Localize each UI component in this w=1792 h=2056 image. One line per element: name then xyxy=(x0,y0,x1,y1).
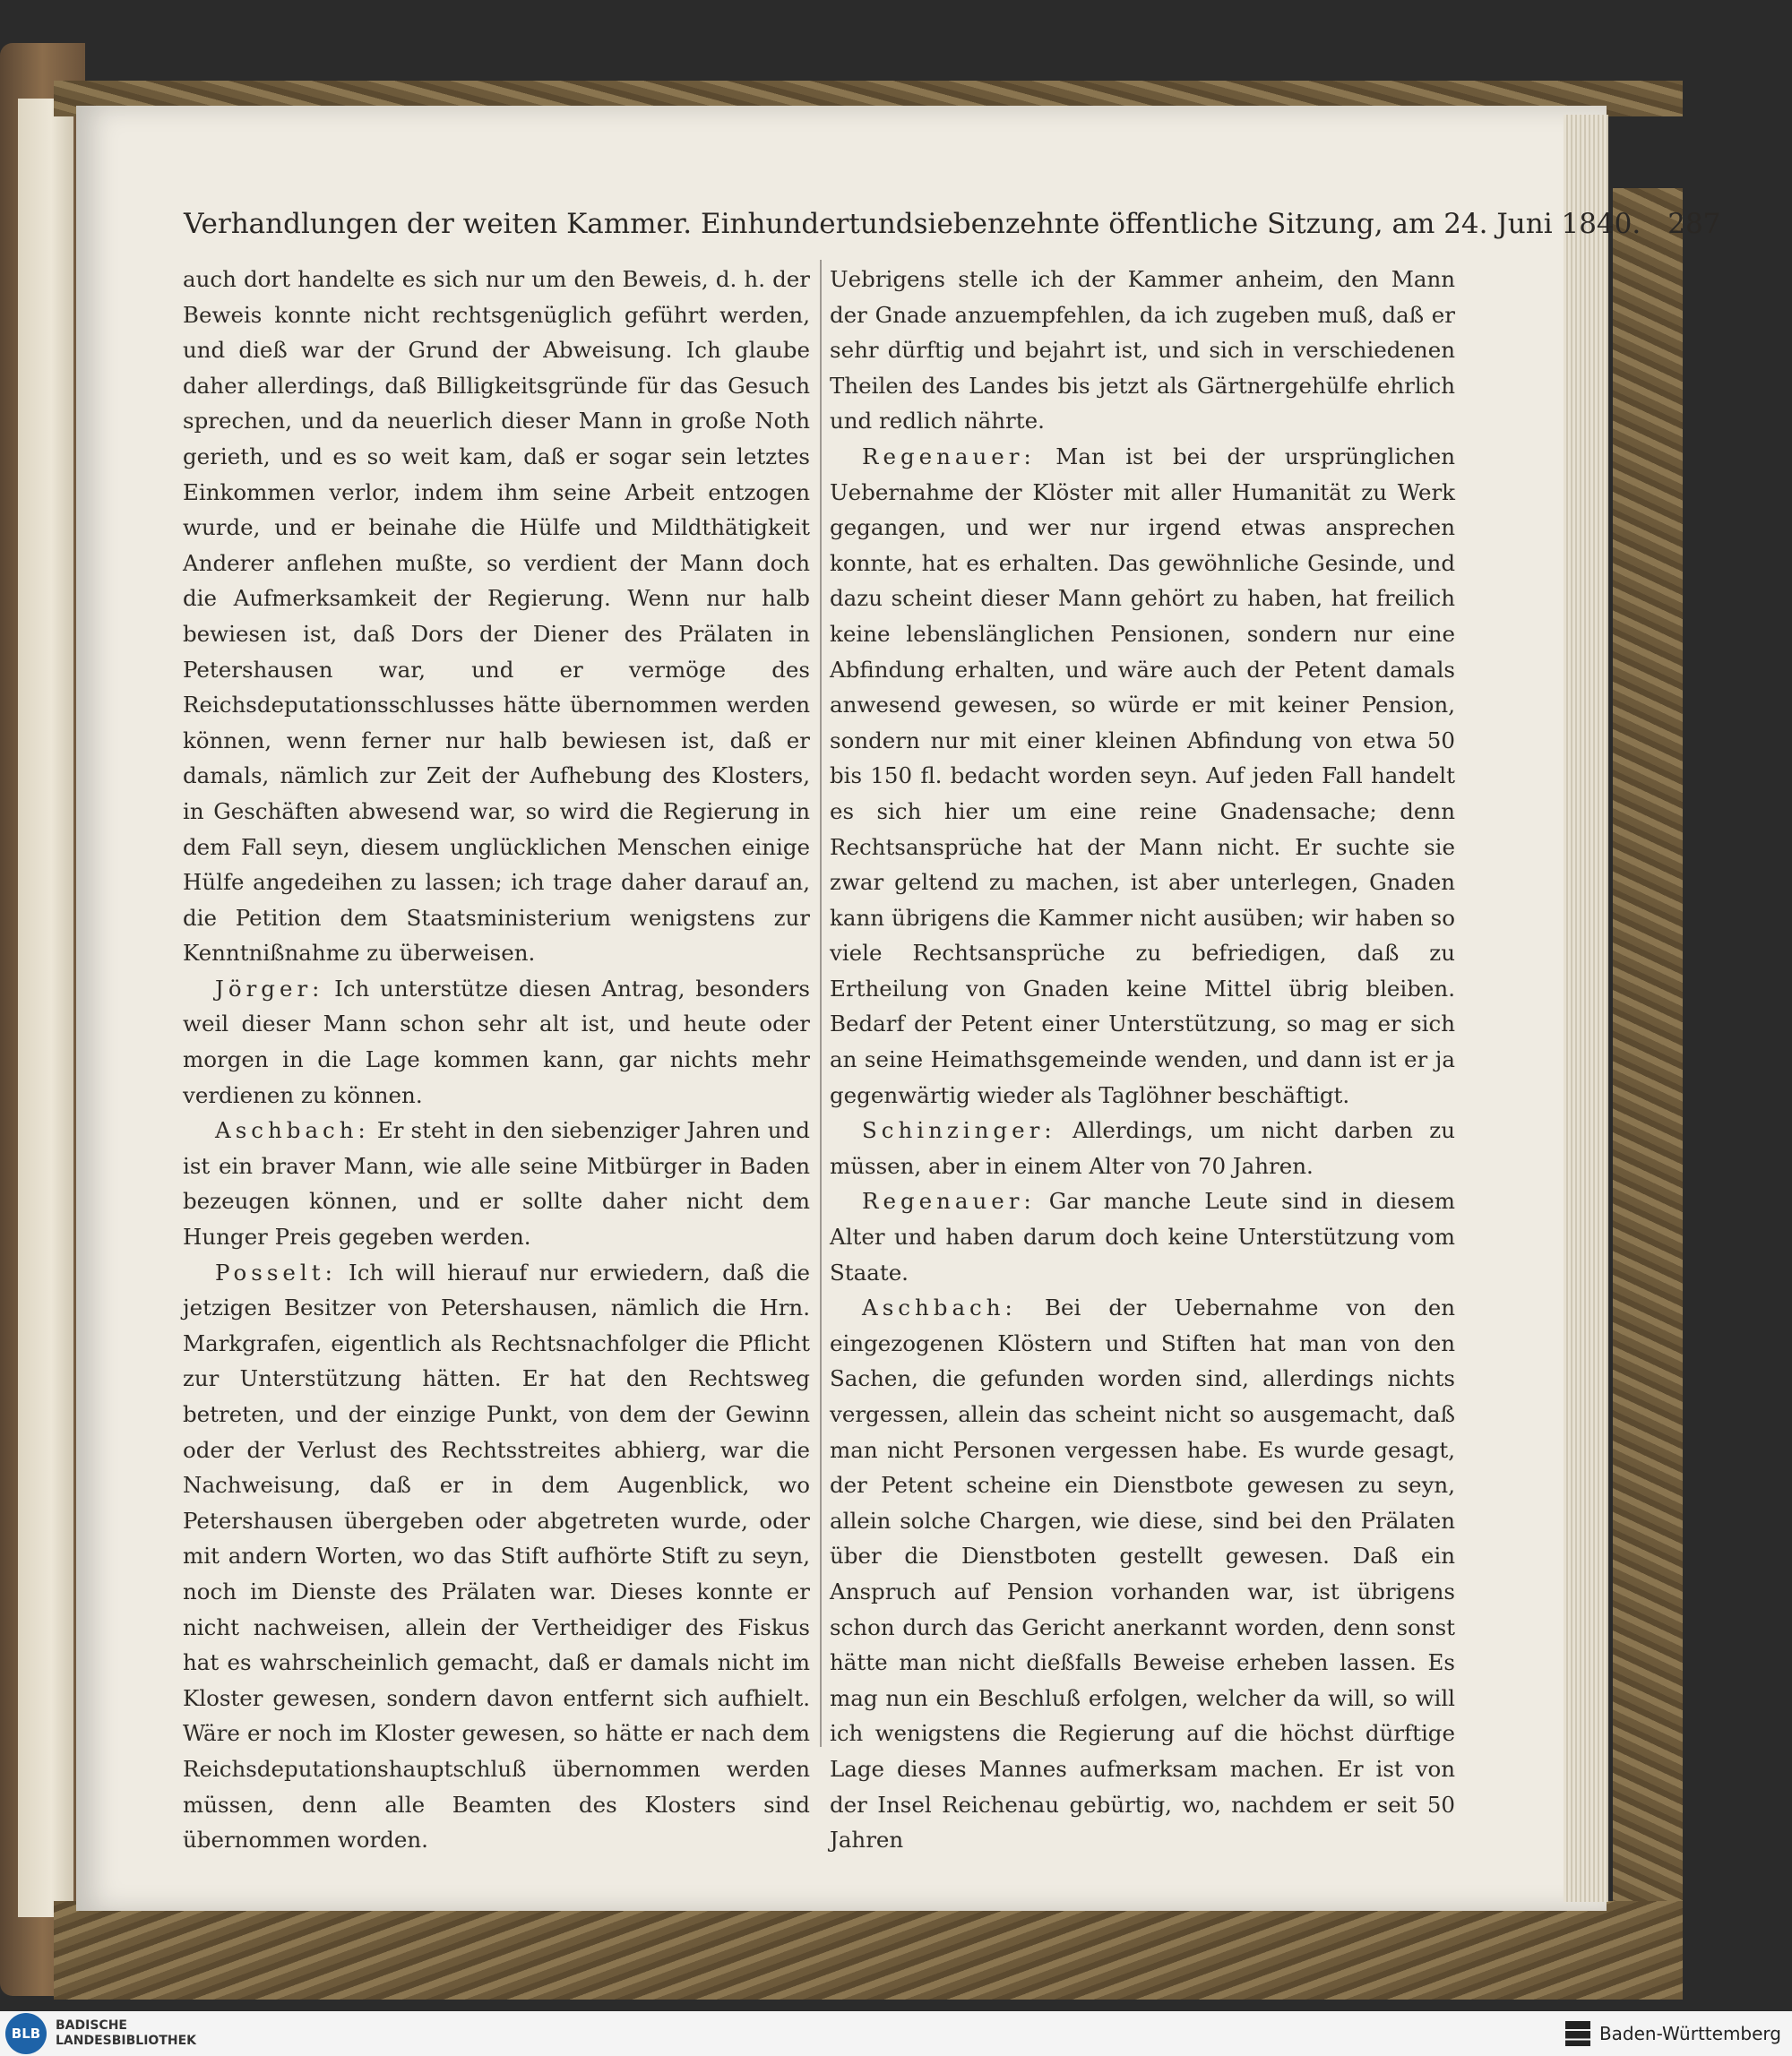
paragraph-text: Allerdings, um nicht darben zu müssen, aber in einem Alter von 70 Jahren. xyxy=(830,1117,1455,1179)
paragraph xyxy=(830,1183,1455,1290)
paragraph-text: Bei der Uebernahme von den eingezogenen Klöstern und Stiften hat man von den Sachen, die gefunden worden sind, allerdings nichts vergessen, allein das scheint nicht so ausgemacht, daß man nicht Personen vergessen habe. Es wurde gesagt, der Petent scheine ein Dienstbote gewesen zu seyn, allein solche Chargen, wie diese, sind bei den Prälaten über die Dienstboten gestellt gewesen. Daß ein Anspruch auf Pension vorhanden war, ist übrigens schon durch das Gericht anerkannt worden, denn sonst hätte man nicht dießfalls Beweise erheben lassen. Es mag nun ein Beschluß erfolgen, welcher da will, so will ich wenigstens die Regierung auf die höchst dürftige Lage dieses Mannes aufmerksam machen. Er ist von der Insel Reichenau gebürtig, wo, nachdem er seit 50 Jahren xyxy=(830,1295,1455,1854)
running-head-title: Verhandlungen der weiten Kammer. Einhundertundsiebenzehnte öffentliche Sitzung, am 24. Juni 1840. xyxy=(184,208,1641,240)
paragraph xyxy=(183,971,810,1113)
left-column xyxy=(183,262,810,1858)
previous-page-edge xyxy=(18,99,73,1917)
blb-wordmark-line1: BADISCHE xyxy=(56,2018,127,2033)
book-cover-bottom xyxy=(54,1901,1683,2000)
paragraph xyxy=(183,1113,810,1254)
paragraph xyxy=(183,262,810,971)
running-head xyxy=(184,208,1721,247)
paragraph xyxy=(830,262,1455,439)
paragraph-text: Ich unterstütze diesen Antrag, besonders weil dieser Mann schon sehr alt ist, und heute oder morgen in die Lage kommen kann, gar nichts mehr verdienen zu können. xyxy=(183,975,810,1108)
blb-badge-icon: BLB xyxy=(5,2013,47,2054)
speaker-name: Aschbach: xyxy=(215,1117,370,1144)
speaker-name: Posselt: xyxy=(215,1259,337,1286)
blb-wordmark xyxy=(56,2018,196,2049)
footer-bar xyxy=(0,2011,1792,2056)
paragraph-text: auch dort handelte es sich nur um den Beweis, d. h. der Beweis konnte nicht rechtsgenüglich geführt werden, und dieß war der Grund der Abweisung. Ich glaube daher allerdings, daß Billigkeitsgründe für das Gesuch sprechen, und da neuerlich dieser Mann in große Noth gerieth, und es so weit kam, daß er sogar sein letztes Einkommen verlor, indem ihm seine Arbeit entzogen wurde, und er beinahe die Hülfe und Mildthätigkeit Anderer anflehen mußte, so verdient der Mann doch die Aufmerksamkeit der Regierung. Wenn nur halb bewiesen ist, daß Dors der Diener des Prälaten in Petershausen war, und er vermöge des Reichsdeputationsschlusses hätte übernommen werden können, wenn ferner nur halb bewiesen ist, daß er damals, nämlich zur Zeit der Aufhebung des Klosters, in Geschäften abwesend war, so wird die Regierung in dem Fall seyn, diesem unglücklichen Menschen einige Hülfe angedeihen zu lassen; ich trage daher darauf an, die Petition dem Staatsministerium wenigstens zur Kenntnißnahme zu überweisen. xyxy=(183,266,810,967)
speaker-name: Jörger: xyxy=(215,975,324,1002)
page-number: 287 xyxy=(1667,208,1721,240)
book-cover-right xyxy=(1613,188,1683,1908)
paragraph-text: Man ist bei der ursprünglichen Uebernahme der Klöster mit aller Humanität zu Werk gegangen, und wer nur irgend etwas ansprechen konnte, hat es erhalten. Das gewöhnliche Gesinde, und dazu scheint dieser Mann gehört zu haben, hat freilich keine lebenslänglichen Pensionen, sondern nur eine Abfindung erhalten, und wäre auch der Petent damals anwesend gewesen, so würde er mit keiner Pension, sondern nur mit einer kleinen Abfindung von etwa 50 bis 150 fl. bedacht worden seyn. Auf jeden Fall handelt es sich hier um eine reine Gnadensache; denn Rechtsansprüche hat der Mann nicht. Er suchte sie zwar geltend zu machen, ist aber unterlegen, Gnaden kann übrigens die Kammer nicht ausüben; wir haben so viele Rechtsansprüche zu befriedigen, daß zu Ertheilung von Gnaden keine Mittel übrig bleiben. Bedarf der Petent einer Unterstützung, so mag er sich an seine Heimathsgemeinde wenden, und dann ist er ja gegenwärtig wieder als Taglöhner beschäftigt. xyxy=(830,443,1455,1108)
paragraph xyxy=(830,1290,1455,1858)
paragraph-text: Uebrigens stelle ich der Kammer anheim, den Mann der Gnade anzuempfehlen, da ich zugeben muß, daß er sehr dürftig und bejahrt ist, und sich in verschiedenen Theilen des Landes bis jetzt als Gärtnergehülfe ehrlich und redlich nährte. xyxy=(830,266,1455,434)
paragraph xyxy=(830,439,1455,1113)
bw-logo[interactable] xyxy=(1565,2021,1781,2046)
page-edges xyxy=(1564,115,1608,1902)
speaker-name: Regenauer: xyxy=(862,443,1036,469)
paragraph xyxy=(183,1255,810,1858)
blb-wordmark-line2: LANDESBIBLIOTHEK xyxy=(56,2034,197,2048)
bw-wordmark: Baden-Württemberg xyxy=(1598,2023,1781,2044)
paragraph-text: Er steht in den siebenziger Jahren und ist ein braver Mann, wie alle seine Mitbürger in Baden bezeugen können, und er sollte daher nicht dem Hunger Preis gegeben werden. xyxy=(183,1117,810,1251)
speaker-name: Regenauer: xyxy=(862,1188,1036,1215)
right-column xyxy=(830,262,1455,1858)
lions-crest-icon xyxy=(1565,2021,1590,2046)
paragraph-text: Ich will hierauf nur erwiedern, daß die jetzigen Besitzer von Petershausen, nämlich die Hrn. Markgrafen, eigentlich als Rechtsnachfolger die Pflicht zur Unterstützung hätten. Er hat den Rechtsweg betreten, und der einzige Punkt, von dem der Gewinn oder der Verlust des Rechtsstreites abhierg, war die Nachweisung, daß er in dem Augenblick, wo Petershausen übergeben oder abgetreten wurde, oder mit andern Worten, wo das Stift aufhörte Stift zu seyn, noch im Dienste des Prälaten war. Dieses konnte er nicht nachweisen, allein der Vertheidiger des Fiskus hat es wahrscheinlich gemacht, daß er damals nicht im Kloster gewesen, sondern davon entfernt sich aufhielt. Wäre er noch im Kloster gewesen, so hätte er nach dem Reichsdeputationshauptschluß übernommen werden müssen, denn alle Beamten des Klosters sind übernommen worden. xyxy=(183,1259,810,1854)
paragraph-text: Gar manche Leute sind in diesem Alter und haben darum doch keine Unterstützung vom Staate. xyxy=(830,1188,1455,1286)
blb-logo[interactable] xyxy=(5,2013,196,2054)
speaker-name: Schinzinger: xyxy=(862,1117,1056,1144)
paragraph xyxy=(830,1113,1455,1183)
column-divider xyxy=(820,260,822,1747)
speaker-name: Aschbach: xyxy=(862,1295,1017,1321)
